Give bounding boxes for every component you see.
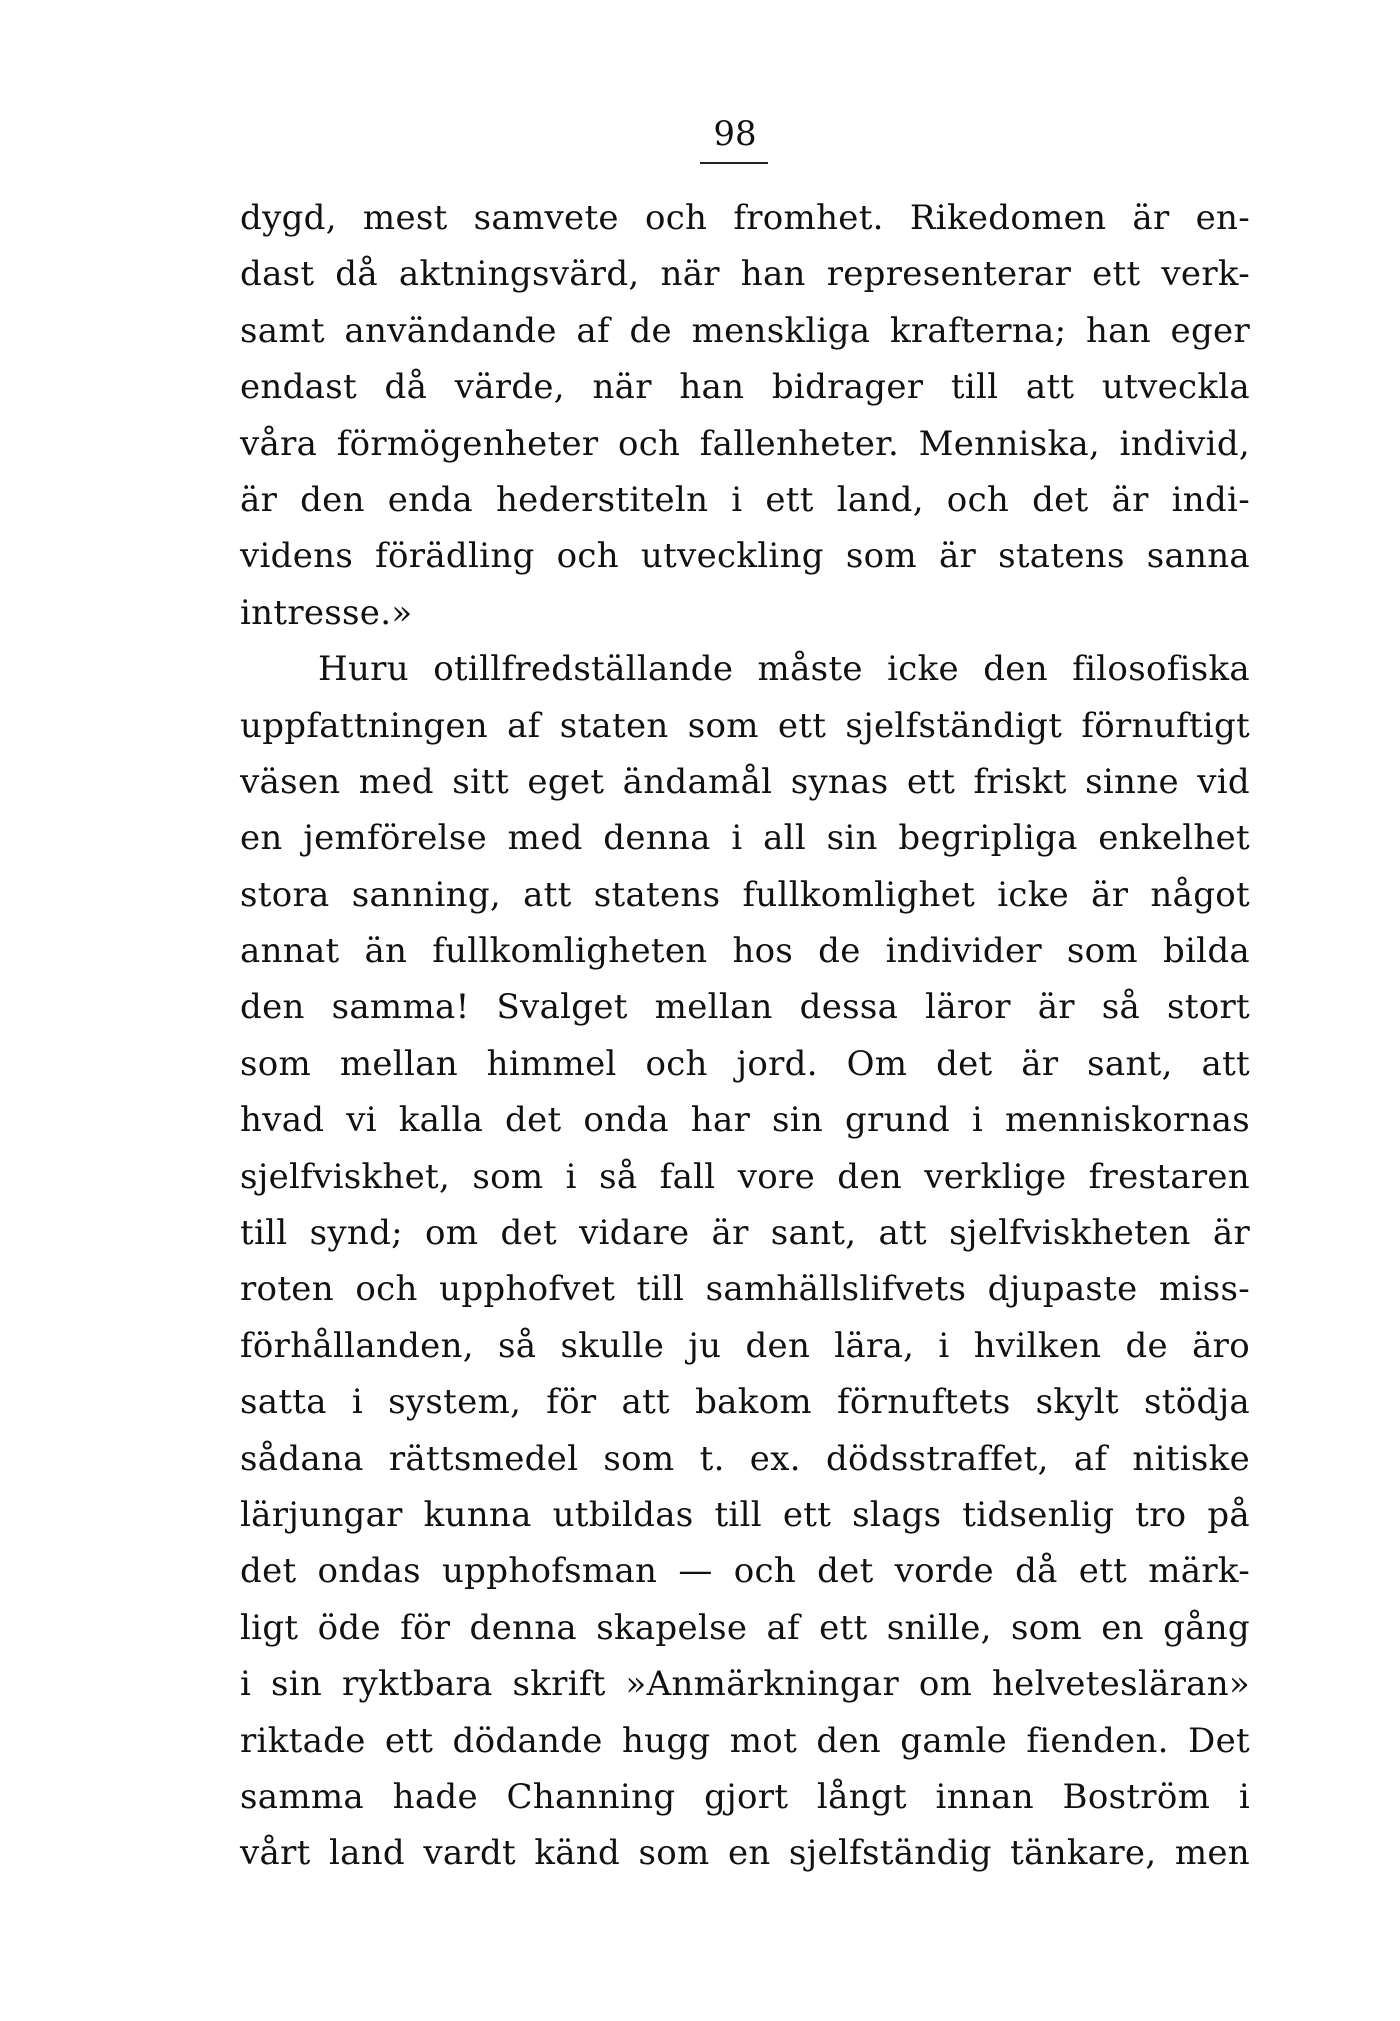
text-line: endast då värde, när han bidrager till att utveckla	[240, 367, 1250, 408]
text-line: i sin ryktbara skrift »Anmärkningar om helvetesläran»	[240, 1664, 1250, 1705]
page-number-rule	[700, 162, 768, 164]
text-line: Huru otillfredställande måste icke den filosofiska	[318, 649, 1250, 690]
text-line: stora sanning, att statens fullkomlighet icke är något	[240, 874, 1250, 915]
text-line: riktade ett dödande hugg mot den gamle fienden. Det	[240, 1720, 1250, 1761]
text-line: vårt land vardt känd som en sjelfständig tänkare, men	[240, 1833, 1250, 1874]
text-line: det ondas upphofsman — och det vorde då ett märk-	[240, 1551, 1250, 1592]
page-number: 98	[713, 114, 757, 154]
body-text	[240, 190, 1250, 1882]
text-line: samma hade Channing gjort långt innan Boström i	[240, 1776, 1250, 1817]
text-line: dast då aktningsvärd, när han representerar ett verk-	[240, 254, 1250, 295]
text-line: samt användande af de menskliga krafterna; han eger	[240, 310, 1250, 351]
text-line: annat än fullkomligheten hos de individer som bilda	[240, 931, 1250, 972]
text-line: uppfattningen af staten som ett sjelfständigt förnuftigt	[240, 705, 1250, 746]
text-line: videns förädling och utveckling som är statens sanna	[240, 536, 1250, 577]
text-line: som mellan himmel och jord. Om det är sant, att	[240, 1043, 1250, 1084]
text-line: våra förmögenheter och fallenheter. Menniska, individ,	[240, 423, 1250, 464]
text-line: till synd; om det vidare är sant, att sjelfviskheten är	[240, 1213, 1250, 1254]
text-line: väsen med sitt eget ändamål synas ett friskt sinne vid	[240, 761, 1250, 802]
text-line: hvad vi kalla det onda har sin grund i menniskornas	[240, 1100, 1250, 1141]
text-line: är den enda hederstiteln i ett land, och det är indi-	[240, 479, 1250, 520]
text-line: förhållanden, så skulle ju den lära, i hvilken de äro	[240, 1325, 1250, 1366]
text-line: den samma! Svalget mellan dessa läror är så stort	[240, 987, 1250, 1028]
text-line: dygd, mest samvete och fromhet. Rikedomen är en-	[240, 198, 1250, 238]
text-line: sjelfviskhet, som i så fall vore den verklige frestaren	[240, 1156, 1250, 1197]
text-line: intresse.»	[240, 592, 413, 633]
text-line: satta i system, för att bakom förnuftets skylt stödja	[240, 1382, 1250, 1423]
text-line: lärjungar kunna utbildas till ett slags tidsenlig tro på	[240, 1494, 1250, 1535]
text-line: sådana rättsmedel som t. ex. dödsstraffet, af nitiske	[240, 1438, 1250, 1479]
text-line: en jemförelse med denna i all sin begripliga enkelhet	[240, 818, 1250, 859]
text-line: roten och upphofvet till samhällslifvets djupaste miss-	[240, 1269, 1250, 1310]
text-line: ligt öde för denna skapelse af ett snille, som en gång	[240, 1607, 1250, 1648]
